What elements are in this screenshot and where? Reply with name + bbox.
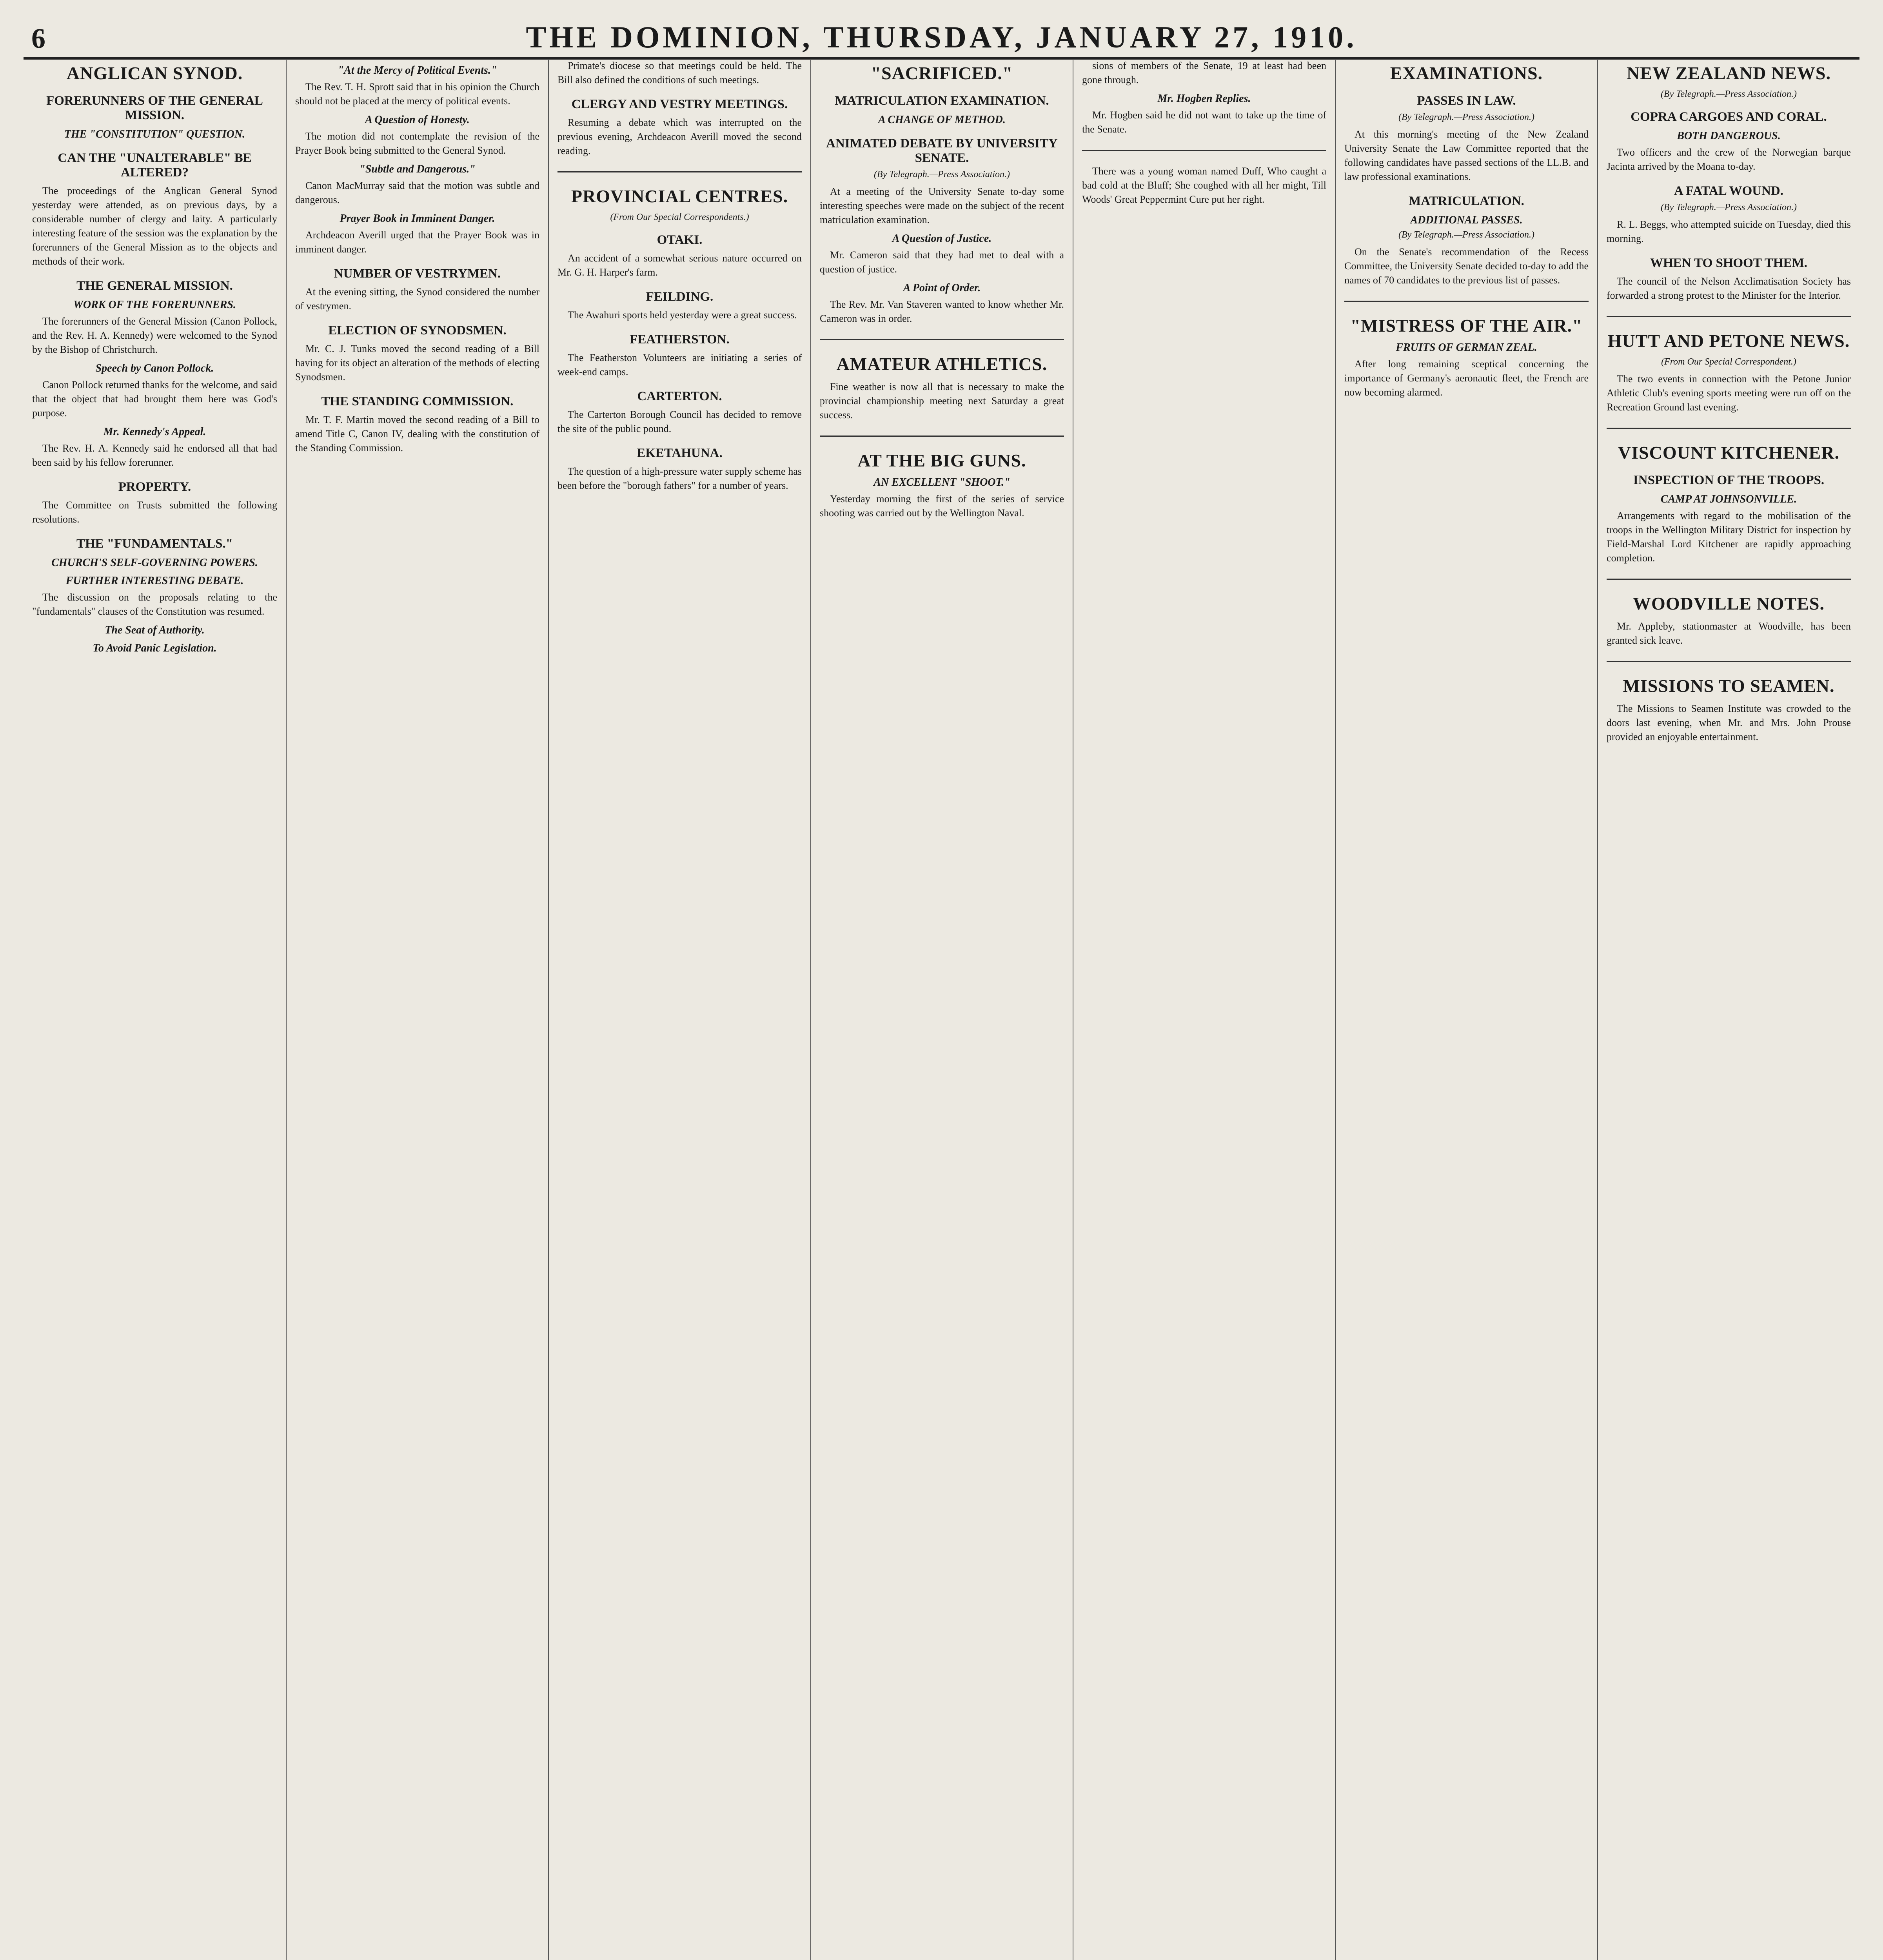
minor-heading: "At the Mercy of Political Events." [338,64,497,76]
minor-heading: A Point of Order. [903,282,981,294]
columns [24,59,1859,1960]
minor-heading: To Avoid Panic Legislation. [93,642,217,654]
article-paragraph: At this morning's meeting of the New Zealand University Senate the Law Committee reported that the following candidates have passed sections of the LL.B. and law professional examinations. [1344,129,1589,182]
sub-heading: MATRICULATION. [1409,194,1524,208]
article-paragraph: At the evening sitting, the Synod considered the number of vestrymen. [295,286,539,312]
article-paragraph: Two officers and the crew of the Norwegian barque Jacinta arrived by the Moana to-day. [1607,147,1851,172]
byline: (From Our Special Correspondent.) [1661,357,1796,367]
sub-heading: CLERGY AND VESTRY MEETINGS. [571,97,788,111]
minor-heading: Mr. Kennedy's Appeal. [103,426,206,438]
article-paragraph: Canon Pollock returned thanks for the welcome, and said that the object that had brought them here was God's purpose. [32,379,277,419]
column-rule [557,171,802,172]
column-rule [820,339,1064,340]
section-heading: NEW ZEALAND NEWS. [1627,63,1831,83]
minor-heading: A Question of Honesty. [365,114,470,126]
sub-heading: THE "FUNDAMENTALS." [76,537,233,551]
article-paragraph: Resuming a debate which was interrupted on the previous evening, Archdeacon Averill moved the second reading. [557,117,802,156]
section-heading: "SACRIFICED." [871,63,1013,83]
column-rule [1607,579,1851,580]
column-3 [548,59,810,1960]
sub-heading: ANIMATED DEBATE BY UNIVERSITY SENATE. [826,136,1058,165]
column-rule [1607,428,1851,429]
column-1 [24,59,286,1960]
column-5 [1073,59,1335,1960]
minor-heading: AN EXCELLENT "SHOOT." [873,476,1010,488]
article-paragraph: The two events in connection with the Petone Junior Athletic Club's evening sports meeting were run off on the Recreation Ground last evening. [1607,373,1851,413]
article-paragraph: Yesterday morning the first of the series of service shooting was carried out by the Wellington Naval. [820,493,1064,519]
minor-heading: Mr. Hogben Replies. [1157,93,1251,105]
sub-heading: EKETAHUNA. [637,446,723,460]
masthead-title: THE DOMINION, THURSDAY, JANUARY 27, 1910. [526,20,1357,54]
sub-heading: COPRA CARGOES AND CORAL. [1631,110,1827,124]
section-heading: ANGLICAN SYNOD. [66,63,243,83]
column-rule [1607,316,1851,317]
sub-heading: CAN THE "UNALTERABLE" BE ALTERED? [58,151,252,180]
column-rule [1082,150,1326,151]
article-paragraph: The motion did not contemplate the revision of the Prayer Book being submitted to the General Synod. [295,131,539,156]
column-6 [1335,59,1597,1960]
article-paragraph: Fine weather is now all that is necessary to make the provincial championship meeting next Saturday a great success. [820,381,1064,421]
minor-heading: A Question of Justice. [892,232,992,245]
section-heading: WOODVILLE NOTES. [1633,593,1825,613]
column-2 [286,59,548,1960]
article-paragraph: The Rev. T. H. Sprott said that in his opinion the Church should not be placed at the mercy of political events. [295,81,539,107]
column-rule [820,436,1064,437]
article-paragraph: An accident of a somewhat serious nature occurred on Mr. G. H. Harper's farm. [557,252,802,278]
sub-heading: OTAKI. [657,233,703,247]
article-paragraph: The Rev. H. A. Kennedy said he endorsed all that had been said by his fellow forerunner. [32,443,277,468]
minor-heading: THE "CONSTITUTION" QUESTION. [64,128,245,140]
section-heading: MISSIONS TO SEAMEN. [1623,676,1835,696]
minor-heading: FURTHER INTERESTING DEBATE. [65,575,244,587]
page-number: 6 [31,23,45,54]
sub-heading: ELECTION OF SYNODSMEN. [328,323,507,338]
sub-heading: PROPERTY. [118,480,191,494]
minor-heading: WORK OF THE FORERUNNERS. [73,299,236,311]
minor-heading: Prayer Book in Imminent Danger. [340,212,495,225]
minor-heading: FRUITS OF GERMAN ZEAL. [1396,341,1537,354]
article-paragraph: Primate's diocese so that meetings could be held. The Bill also defined the conditions of such meetings. [557,60,802,85]
article-paragraph: The council of the Nelson Acclimatisation Society has forwarded a strong protest to the Minister for the Interior. [1607,276,1851,301]
sub-heading: THE STANDING COMMISSION. [321,394,514,408]
byline: (By Telegraph.—Press Association.) [1398,112,1535,122]
article-paragraph: There was a young woman named Duff, Who caught a bad cold at the Bluff; She coughed with all her might, Till Woods' Great Peppermint Cure put her right. [1082,165,1326,205]
article-paragraph: The proceedings of the Anglican General Synod yesterday were attended, as on previous days, by a considerable number of clergy and laity. A particularly interesting feature of the session was the explanation by the forerunners of the General Mission as to the objects and methods of their work. [32,185,277,267]
sub-heading: CARTERTON. [637,389,722,403]
article-paragraph: The Awahuri sports held yesterday were a great success. [568,309,797,321]
section-heading: "MISTRESS OF THE AIR." [1350,316,1583,336]
sub-heading: WHEN TO SHOOT THEM. [1650,256,1807,270]
article-paragraph: The forerunners of the General Mission (Canon Pollock, and the Rev. H. A. Kennedy) were welcomed to the Synod by the Bishop of Christchurch. [32,316,277,355]
sub-heading: FORERUNNERS OF THE GENERAL MISSION. [46,94,263,122]
sub-heading: MATRICULATION EXAMINATION. [835,94,1049,108]
minor-heading: ADDITIONAL PASSES. [1410,214,1523,226]
article-paragraph: Canon MacMurray said that the motion was subtle and dangerous. [295,180,539,205]
article-paragraph: After long remaining sceptical concerning the importance of Germany's aeronautic fleet, the French are now becoming alarmed. [1344,358,1589,398]
byline: (From Our Special Correspondents.) [610,212,749,222]
article-paragraph: Mr. Appleby, stationmaster at Woodville, has been granted sick leave. [1607,621,1851,646]
sub-heading: THE GENERAL MISSION. [76,279,233,293]
sub-heading: A FATAL WOUND. [1674,184,1783,198]
minor-heading: The Seat of Authority. [105,624,205,636]
article-paragraph: R. L. Beggs, who attempted suicide on Tuesday, died this morning. [1607,219,1851,244]
article-paragraph: Mr. Cameron said that they had met to deal with a question of justice. [820,249,1064,275]
article-paragraph: The Featherston Volunteers are initiating a series of week-end camps. [557,352,802,377]
byline: (By Telegraph.—Press Association.) [873,169,1010,180]
section-heading: EXAMINATIONS. [1390,63,1543,83]
minor-heading: CAMP AT JOHNSONVILLE. [1660,493,1797,505]
sub-heading: FEATHERSTON. [630,332,730,347]
article-paragraph: Archdeacon Averill urged that the Prayer Book was in imminent danger. [295,229,539,255]
column-rule [1607,661,1851,662]
article-paragraph: The Carterton Borough Council has decided to remove the site of the public pound. [557,409,802,434]
sub-heading: NUMBER OF VESTRYMEN. [334,267,501,281]
article-paragraph: On the Senate's recommendation of the Recess Committee, the University Senate decided to-day to add the names of 70 candidates to the previous list of passes. [1344,246,1589,286]
byline: (By Telegraph.—Press Association.) [1660,89,1797,99]
article-paragraph: sions of members of the Senate, 19 at least had been gone through. [1082,60,1326,85]
column-rule [1344,301,1589,302]
article-paragraph: Mr. T. F. Martin moved the second reading of a Bill to amend Title C, Canon IV, dealing with the constitution of the Standing Commission. [295,414,539,454]
sub-heading: FEILDING. [646,290,714,304]
article-paragraph: Mr. Hogben said he did not want to take up the time of the Senate. [1082,109,1326,135]
minor-heading: BOTH DANGEROUS. [1677,130,1781,142]
section-heading: AMATEUR ATHLETICS. [836,354,1048,374]
article-paragraph: The question of a high-pressure water supply scheme has been before the "borough fathers" for a number of years. [557,466,802,491]
minor-heading: "Subtle and Dangerous." [359,163,476,175]
minor-heading: A CHANGE OF METHOD. [878,114,1006,126]
byline: (By Telegraph.—Press Association.) [1660,202,1797,212]
minor-heading: Speech by Canon Pollock. [95,362,214,374]
article-paragraph: The Committee on Trusts submitted the following resolutions. [32,499,277,525]
section-heading: VISCOUNT KITCHENER. [1618,443,1840,463]
masthead [24,16,1859,60]
column-4 [810,59,1073,1960]
article-paragraph: The Missions to Seamen Institute was crowded to the doors last evening, when Mr. and Mrs. John Prouse provided an enjoyable entertainment. [1607,703,1851,742]
minor-heading: CHURCH'S SELF-GOVERNING POWERS. [51,557,258,569]
column-7 [1597,59,1859,1960]
article-paragraph: The discussion on the proposals relating to the "fundamentals" clauses of the Constitution was resumed. [32,592,277,617]
article-paragraph: Arrangements with regard to the mobilisation of the troops in the Wellington Military District for inspection by Field-Marshal Lord Kitchener are rapidly approaching completion. [1607,510,1851,564]
section-heading: AT THE BIG GUNS. [857,450,1026,470]
section-heading: HUTT AND PETONE NEWS. [1607,331,1850,351]
article-paragraph: Mr. C. J. Tunks moved the second reading of a Bill having for its object an alteration of the methods of electing Synodsmen. [295,343,539,383]
sub-heading: INSPECTION OF THE TROOPS. [1633,473,1825,487]
section-heading: PROVINCIAL CENTRES. [571,186,788,206]
byline: (By Telegraph.—Press Association.) [1398,230,1535,240]
sub-heading: PASSES IN LAW. [1417,94,1516,108]
article-paragraph: The Rev. Mr. Van Staveren wanted to know whether Mr. Cameron was in order. [820,299,1064,324]
article-paragraph: At a meeting of the University Senate to-day some interesting speeches were made on the subject of the recent matriculation examination. [820,186,1064,225]
